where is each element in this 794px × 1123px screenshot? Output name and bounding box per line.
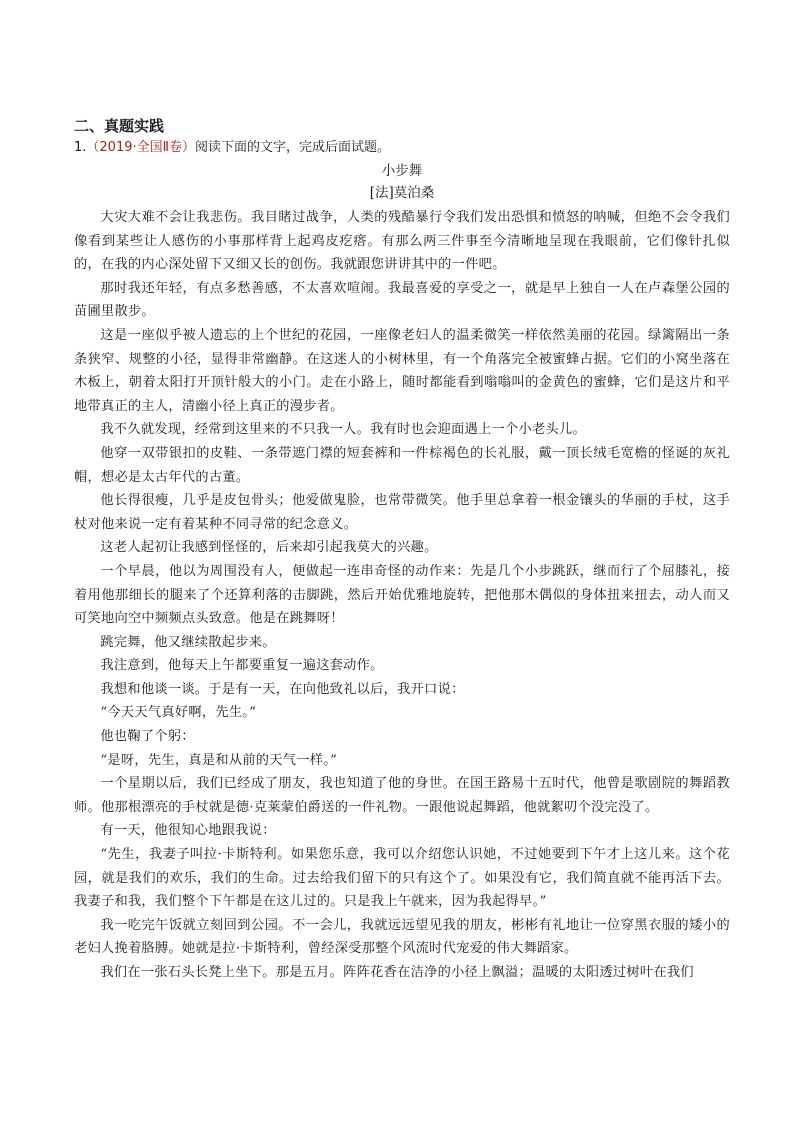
paragraph: “今天天气真好啊，先生。” — [100, 705, 257, 721]
paragraph: 他长得很瘦，几乎是皮包骨头；他爱做鬼脸，也常带微笑。他手里总拿着一根金镶头的华丽的手杖，这手杖对他来说一定有着某种不同寻常的纪念意义。 — [74, 493, 730, 532]
article-body — [74, 206, 730, 985]
paragraph: 那时我还年轻，有点多愁善感，不太喜欢喧闹。我最喜爱的享受之一，就是早上独自一人在卢森堡公园的苗圃里散步。 — [74, 280, 730, 320]
paragraph: 我不久就发现，经常到这里来的不只我一人。我有时也会迎面遇上一个小老头儿。 — [100, 422, 586, 438]
paragraph: “先生，我妻子叫拉·卡斯特利。如果您乐意，我可以介绍您认识她，不过她要到下午才上这儿来。这个花园，就是我们的欢乐，我们的生命。过去给我们留下的只有这个了。如果没有它，我们简直就不能再活下去。我妻子和我，我们整个下午都是在这儿过的。只是我上午就来，因为我起得早。” — [74, 847, 730, 910]
question-instruction: 阅读下面的文字，完成后面试题。 — [195, 140, 391, 155]
paragraph: 他穿一双带银扣的皮鞋、一条带遮门襟的短套裤和一件棕褐色的长礼服，戴一顶长绒毛宽檐的怪诞的灰礼帽，想必是太古年代的古董。 — [74, 445, 730, 485]
question-prompt — [74, 138, 730, 158]
paragraph: 我注意到，他每天上午都要重复一遍这套动作。 — [100, 658, 384, 674]
paragraph: “是呀，先生，真是和从前的天气一样。” — [100, 752, 338, 768]
paragraph: 这老人起初让我感到怪怪的，后来却引起我莫大的兴趣。 — [100, 540, 438, 556]
article-title: 小步舞 — [381, 163, 423, 179]
paragraph: 有一天，他很知心地跟我说： — [100, 823, 276, 839]
paragraph: 他也鞠了个躬： — [100, 729, 195, 745]
section-heading: 二、真题实践 — [74, 117, 165, 135]
paragraph: 我们在一张石头长凳上坐下。那是五月。阵阵花香在洁净的小径上飘溢；温暖的太阳透过树叶在我们 — [100, 965, 694, 980]
article-author: [法]莫泊桑 — [369, 185, 435, 201]
question-number: 1. — [74, 140, 87, 155]
paragraph: 我想和他谈一谈。于是有一天，在向他致礼以后，我开口说： — [100, 681, 465, 697]
paragraph: 我一吃完午饭就立刻回到公园。不一会儿，我就远远望见我的朋友，彬彬有礼地让一位穿黑衣服的矮小的老妇人挽着胳膊。她就是拉·卡斯特利，曾经深受那整个风流时代宠爱的伟大舞蹈家。 — [74, 917, 730, 957]
document-page — [74, 116, 730, 985]
question-source: （2019·全国Ⅱ卷） — [86, 140, 196, 155]
paragraph: 这是一座似乎被人遗忘的上个世纪的花园，一座像老妇人的温柔微笑一样依然美丽的花园。绿篱隔出一条条狭窄、规整的小径，显得非常幽静。在这迷人的小树林里，有一个角落完全被蜜蜂占据。它们的小窝坐落在木板上，朝着太阳打开顶针般大的小门。走在小路上，随时都能看到嗡嗡叫的金黄色的蜜蜂，它们是这片和平地带真正的主人，清幽小径上真正的漫步者。 — [74, 327, 730, 414]
paragraph: 跳完舞，他又继续散起步来。 — [100, 634, 276, 650]
paragraph: 大灾大难不会让我悲伤。我目睹过战争，人类的残酷暴行令我们发出恐惧和愤怒的呐喊，但绝不会令我们像看到某些让人感伤的小事那样背上起鸡皮疙瘩。有那么两三件事至今清晰地呈现在我眼前，它们像针扎似的，在我的内心深处留下又细又长的创伤。我就跟您讲讲其中的一件吧。 — [74, 210, 730, 273]
paragraph: 一个早晨，他以为周围没有人，便做起一连串奇怪的动作来：先是几个小步跳跃，继而行了个屈膝礼，接着用他那细长的腿来了个还算利落的击脚跳，然后开始优雅地旋转，把他那木偶似的身体扭来扭去，动人而又可笑地向空中频频点头致意。他是在跳舞呀！ — [74, 563, 730, 627]
paragraph: 一个星期以后，我们已经成了朋友，我也知道了他的身世。在国王路易十五时代，他曾是歌剧院的舞蹈教师。他那根漂亮的手杖就是德·克莱蒙伯爵送的一件礼物。一跟他说起舞蹈，他就絮叨个没完没了。 — [74, 776, 730, 815]
